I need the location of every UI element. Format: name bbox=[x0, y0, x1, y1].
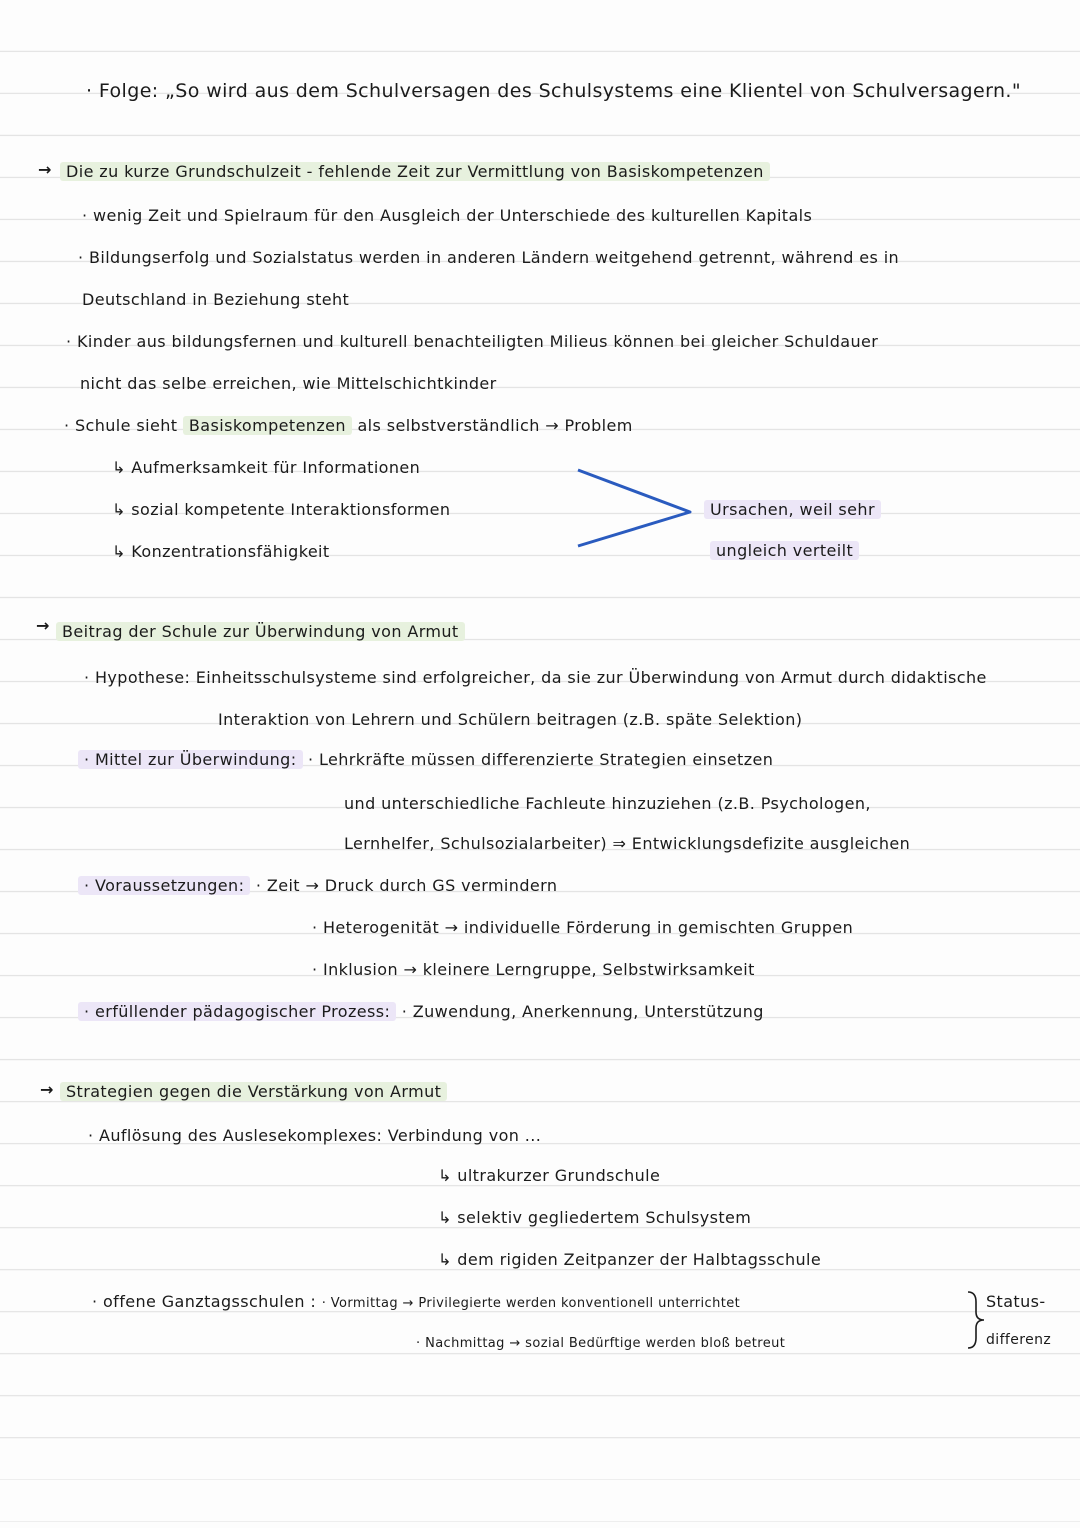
heading-beitrag-wrap bbox=[56, 622, 465, 641]
text-zeit: · Zeit → Druck durch GS vermindern bbox=[255, 876, 558, 895]
line-prozess bbox=[78, 1002, 764, 1021]
line-heterogenitaet: · Heterogenität → individuelle Förderung in gemischten Gruppen bbox=[312, 918, 854, 937]
line-aufmerksamkeit: ↳ Aufmerksamkeit für Informationen bbox=[112, 458, 421, 477]
line-interaktion: Interaktion von Lehrern und Schülern beitragen (z.B. späte Selektion) bbox=[218, 710, 803, 729]
label-mittel: · Mittel zur Überwindung: bbox=[78, 750, 303, 769]
note-ungleich: ungleich verteilt bbox=[710, 541, 859, 560]
arrow-icon: → bbox=[36, 616, 50, 635]
line-ultrakurz: ↳ ultrakurzer Grundschule bbox=[438, 1166, 661, 1185]
line-bildungserfolg: · Bildungserfolg und Sozialstatus werden in anderen Ländern weitgehend getrennt, während es in bbox=[78, 248, 900, 267]
label-prozess: · erfüllender pädagogischer Prozess: bbox=[78, 1002, 396, 1021]
heading-strategien-wrap bbox=[60, 1082, 447, 1101]
label-voraussetzungen: · Voraussetzungen: bbox=[78, 876, 250, 895]
text-vormittag: · Vormittag → Privilegierte werden konventionell unterrichtet bbox=[321, 1296, 741, 1311]
text-schule-sieht: · Schule sieht bbox=[64, 416, 178, 435]
blue-bracket-icon bbox=[578, 470, 690, 546]
line-zeitpanzer: ↳ dem rigiden Zeitpanzer der Halbtagsschule bbox=[438, 1250, 822, 1269]
line-nachmittag: · Nachmittag → sozial Bedürftige werden bloß betreut bbox=[416, 1336, 786, 1351]
line-wenig-zeit: · wenig Zeit und Spielraum für den Ausgleich der Unterschiede des kulturellen Kapitals bbox=[82, 206, 813, 225]
line-lernhelfer: Lernhelfer, Schulsozialarbeiter) ⇒ Entwicklungsdefizite ausgleichen bbox=[344, 834, 911, 853]
label-status: Status- bbox=[986, 1292, 1046, 1311]
line-hypothese: · Hypothese: Einheitsschulsysteme sind erfolgreicher, da sie zur Überwindung von Armut durch didaktische bbox=[84, 668, 987, 687]
heading-beitrag: Beitrag der Schule zur Überwindung von Armut bbox=[56, 622, 465, 641]
line-selektiv: ↳ selektiv gegliedertem Schulsystem bbox=[438, 1208, 752, 1227]
label-differenz: differenz bbox=[986, 1332, 1052, 1348]
line-konzentration: ↳ Konzentrationsfähigkeit bbox=[112, 542, 330, 561]
note-ursachen-wrap bbox=[704, 500, 881, 519]
line-aufloesung: · Auflösung des Auslesekomplexes: Verbindung von ... bbox=[88, 1126, 542, 1145]
line-nicht-das-selbe: nicht das selbe erreichen, wie Mittelschichtkinder bbox=[80, 374, 497, 393]
line-inklusion: · Inklusion → kleinere Lerngruppe, Selbstwirksamkeit bbox=[312, 960, 755, 979]
arrow-icon: → bbox=[38, 160, 52, 179]
line-folge: · Folge: „So wird aus dem Schulversagen des Schulsystems eine Klientel von Schulversagern." bbox=[86, 80, 1021, 102]
text-selbstverstaendlich: als selbstverständlich → Problem bbox=[357, 416, 633, 435]
arrow-icon: → bbox=[40, 1080, 54, 1099]
line-mittel bbox=[78, 750, 773, 769]
line-ganztag bbox=[92, 1292, 740, 1311]
note-ungleich-wrap bbox=[710, 541, 859, 560]
text-basiskompetenzen: Basiskompetenzen bbox=[183, 416, 352, 435]
curly-brace-icon bbox=[968, 1292, 984, 1348]
note-ursachen: Ursachen, weil sehr bbox=[704, 500, 881, 519]
line-voraussetzungen bbox=[78, 876, 557, 895]
heading-grundschulzeit: Die zu kurze Grundschulzeit - fehlende Zeit zur Vermittlung von Basiskompetenzen bbox=[60, 162, 770, 181]
line-deutschland: Deutschland in Beziehung steht bbox=[82, 290, 350, 309]
line-kinder: · Kinder aus bildungsfernen und kulturell benachteiligten Milieus können bei gleicher Schuldauer bbox=[66, 332, 879, 351]
text-zuwendung: · Zuwendung, Anerkennung, Unterstützung bbox=[401, 1002, 764, 1021]
text-lehrkraefte: · Lehrkräfte müssen differenzierte Strategien einsetzen bbox=[308, 750, 774, 769]
label-ganztag: · offene Ganztagsschulen : bbox=[92, 1292, 317, 1311]
line-fachleute: und unterschiedliche Fachleute hinzuziehen (z.B. Psychologen, bbox=[344, 794, 871, 813]
line-sozial-kompetent: ↳ sozial kompetente Interaktionsformen bbox=[112, 500, 451, 519]
heading-strategien: Strategien gegen die Verstärkung von Armut bbox=[60, 1082, 447, 1101]
